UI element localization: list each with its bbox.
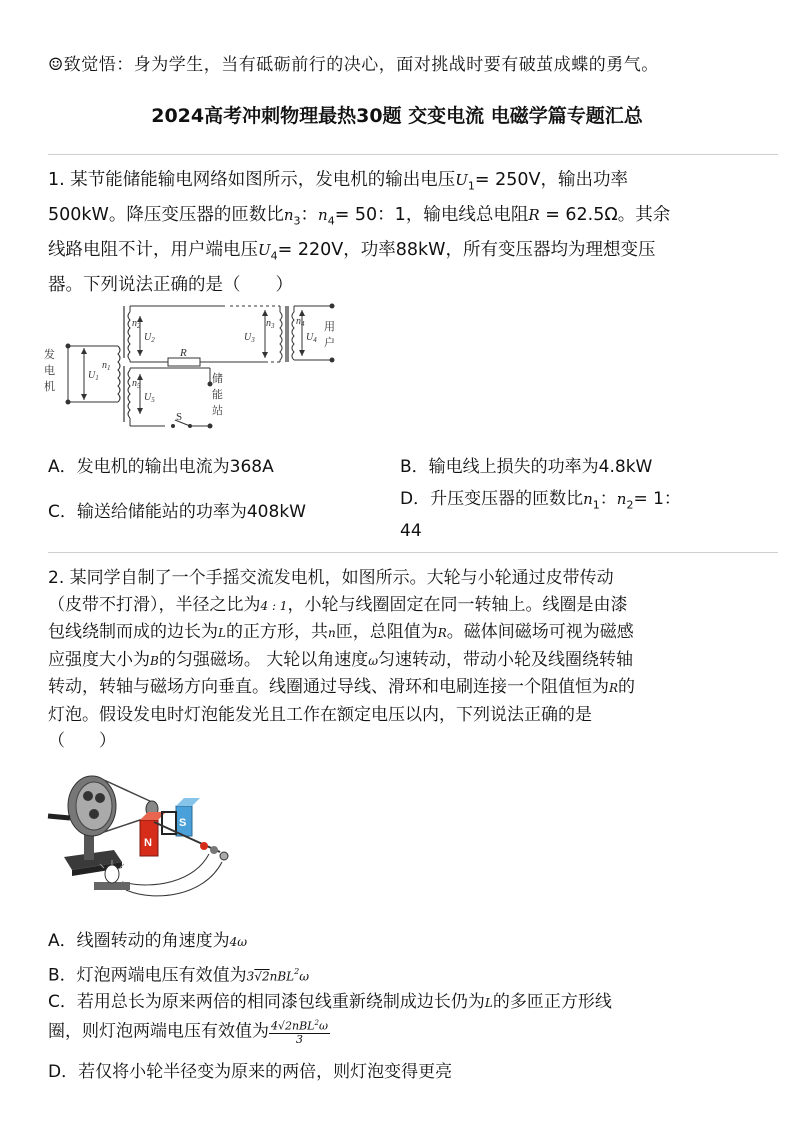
q2-line-2: （皮带不打滑），半径之比为4 : 1，小轮与线圈固定在同一转轴上。线圈是由漆 [48,594,628,615]
q2-generator-illustration [44,762,244,912]
storage-label-2: 能 [212,389,223,401]
svg-text:U3: $U_3$ [244,332,255,344]
divider-q1-q2 [48,552,778,553]
magnet-n-label: N [144,837,152,849]
gen-label-2: 电 [44,365,55,377]
svg-text:U5: $U_5$ [144,392,155,404]
storage-label-3: 站 [212,405,223,417]
q1-circuit-diagram [40,296,350,436]
q2-option-d[interactable]: D．若仅将小轮半径变为原来的两倍，则灯泡变得更亮 [48,1062,453,1082]
q1-line-2: 500kW。降压变压器的匝数比$n_3$：$n_4= 50$：1，输电线总电阻R = 62.5Ω。其余 [48,205,671,228]
q1-line-3: 线路电阻不计，用户端电压$U_4= 220V$，功率88kW，所有变压器均为理想变压 [48,240,656,263]
q2-line-1: 2. 某同学自制了一个手摇交流发电机，如图所示。大轮与小轮通过皮带传动 [48,568,614,588]
q2-line-3: 包线绕制而成的边长为L的正方形，共n匝，总阻值为R。磁体间磁场可视为磁感 [48,622,634,642]
resistor-label: R [180,347,187,359]
svg-text:n5: $n_5$ [132,378,141,390]
q2-line-7: （ ） [48,731,116,751]
q1-option-c[interactable]: C．输送给储能站的功率为408kW [48,502,306,522]
svg-text:n1: $n_1$ [102,360,111,372]
q1-line-1: 1. 某节能储能输电网络如图所示，发电机的输出电压$U_1= 250V$，输出功率 [48,170,629,193]
switch-label: S [176,411,183,423]
q1-option-a[interactable]: A．发电机的输出电流为368A [48,457,274,477]
motto-line: ☺致觉悟：身为学生，当有砥砺前行的决心，面对挑战时要有破茧成蝶的勇气。 [48,55,659,75]
gen-label-3: 机 [44,381,55,393]
page-title: 2024高考冲刺物理最热30题 交变电流 电磁学篇专题汇总 [151,105,643,127]
svg-text:U4: $U_4$ [306,332,317,344]
option-c-fraction: $\frac{4√2nBL^2\omega}{3}$ [271,1019,328,1046]
magnet-s-label: S [179,817,187,829]
svg-text:n4: $n_4$ [296,316,305,328]
question-1-stem [48,166,778,301]
q2-option-a[interactable]: A．线圈转动的角速度为4ω [48,931,248,951]
question-2-stem [48,565,778,755]
user-label-1: 用 [324,321,335,333]
q2-option-b[interactable]: B．灯泡两端电压有效值为3√2nBL$^2$ω [48,965,310,986]
q1-line-4: 器。下列说法正确的是（ ） [48,275,293,295]
gen-label-1: 发 [44,349,55,361]
q2-option-c[interactable]: C．若用总长为原来两倍的相同漆包线重新绕制成边长仍为L的多匝正方形线 圈，则灯泡两端电压有效值为 $\frac{4√2nBL^2\omega}{3}$ [48,992,612,1046]
q1-option-d[interactable]: D．升压变压器的匝数比$n_1$：$n_2= 1$： 44 [400,489,681,542]
user-label-2: 户 [324,337,335,349]
q2-line-4: 应强度大小为B的匀强磁场。 大轮以角速度ω匀速转动，带动小轮及线圈绕转轴 [48,649,634,670]
svg-text:U2: $U_2$ [144,332,155,344]
q1-option-b[interactable]: B．输电线上损失的功率为4.8kW [400,457,653,477]
storage-label-1: 储 [212,373,223,385]
svg-text:U1: $U_1$ [88,370,99,382]
q2-line-6: 灯泡。假设发电时灯泡能发光且工作在额定电压以内，下列说法正确的是 [48,704,592,725]
svg-text:n3: $n_3$ [266,318,275,330]
divider-top [48,154,778,155]
q2-line-5: 转动，转轴与磁场方向垂直。线圈通过导线、滑环和电刷连接一个阻值恒为R的 [48,677,636,697]
svg-text:n2: $n_2$ [132,318,141,330]
